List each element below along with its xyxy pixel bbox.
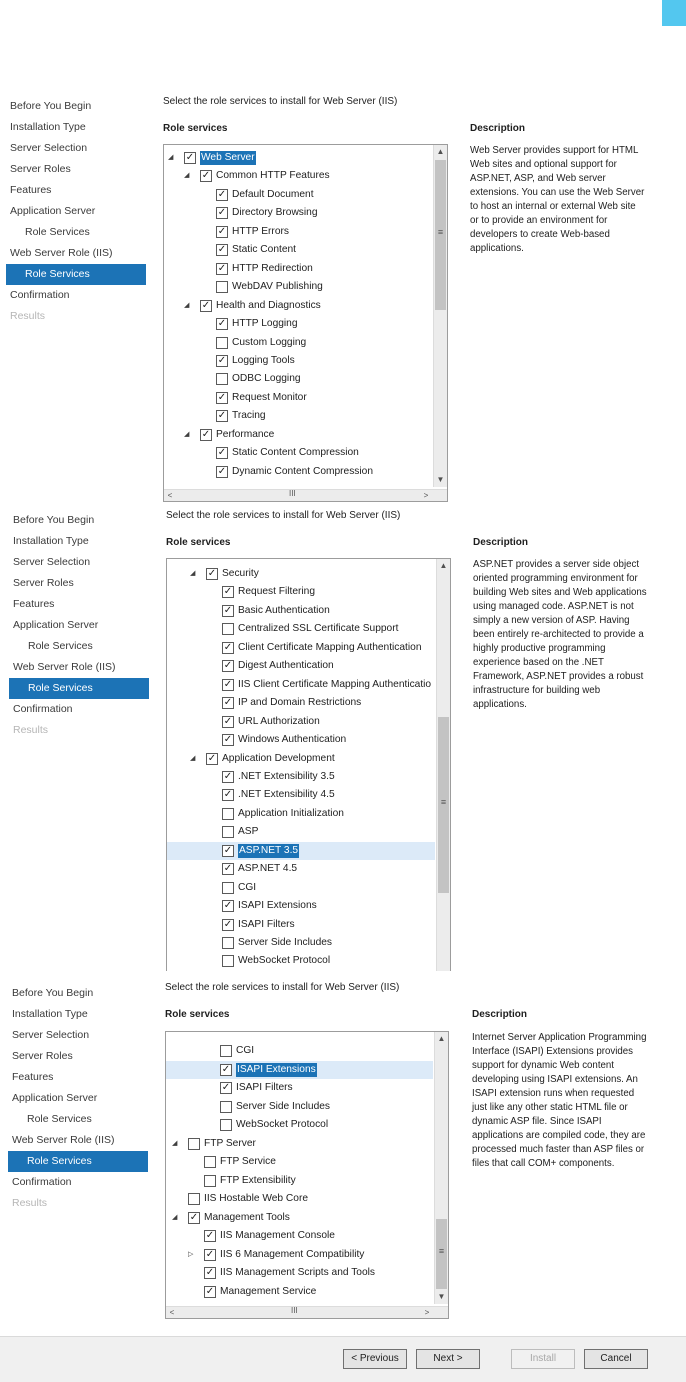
checkbox[interactable]: ✓ <box>223 734 233 746</box>
nav-web-role-services[interactable]: Role Services <box>6 264 146 285</box>
tree-item-label: Basic Authentication <box>238 604 330 616</box>
tree-item-label: IIS Management Scripts and Tools <box>220 1267 375 1278</box>
tree-item[interactable] <box>167 786 435 804</box>
checkbox[interactable]: ✓ <box>217 391 227 403</box>
nav-before-you-begin[interactable]: Before You Begin <box>10 100 92 112</box>
tree-item-label: Application Development <box>222 752 335 764</box>
previous-button[interactable]: < Previous <box>343 1349 407 1369</box>
scroll-grip-icon: ≡ <box>438 1246 445 1256</box>
tree-item[interactable] <box>166 1079 433 1097</box>
checkbox[interactable]: ✓ <box>217 244 227 256</box>
tree-item[interactable] <box>164 370 432 388</box>
tree-item-label: WebSocket Protocol <box>238 955 331 967</box>
checkbox[interactable] <box>204 1156 216 1168</box>
tree-item[interactable] <box>166 1283 433 1301</box>
checkbox[interactable] <box>222 623 234 635</box>
scroll-grip-icon: ≡ <box>440 797 447 807</box>
tree-item-label: Centralized SSL Certificate Support <box>238 623 399 635</box>
tree-item-label: IIS Management Console <box>220 1230 335 1241</box>
tree-item[interactable] <box>167 694 435 712</box>
role-services-tree[interactable] <box>166 558 451 972</box>
checkbox[interactable]: ✓ <box>217 225 227 237</box>
tree-item-label: .NET Extensibility 3.5 <box>238 770 335 782</box>
tree-item-label: .NET Extensibility 4.5 <box>238 789 335 801</box>
tree-item[interactable] <box>164 223 432 241</box>
tree-item[interactable] <box>164 297 432 315</box>
tree-item-label: Logging Tools <box>232 354 295 366</box>
collapse-arrow-icon[interactable]: ◢ <box>190 570 196 577</box>
tree-item[interactable] <box>164 444 432 462</box>
wizard-nav <box>9 510 149 741</box>
checkbox[interactable]: ✓ <box>217 207 227 219</box>
checkbox[interactable]: ✓ <box>207 568 217 579</box>
tree-item[interactable] <box>166 1153 433 1171</box>
checkbox[interactable]: ✓ <box>217 410 227 422</box>
vertical-scrollbar[interactable] <box>434 1032 448 1304</box>
nav-server-selection[interactable]: Server Selection <box>10 142 88 154</box>
instruction-text: Select the role services to install for Web Server (IIS) <box>165 982 400 993</box>
tree-item-label: Common HTTP Features <box>216 170 330 182</box>
checkbox[interactable]: ✓ <box>185 152 195 163</box>
vertical-scrollbar[interactable] <box>433 145 447 487</box>
checkbox[interactable]: ✓ <box>223 586 233 598</box>
description-label: Description <box>472 1009 528 1020</box>
wizard-nav <box>8 983 148 1214</box>
tree-item[interactable] <box>167 768 435 786</box>
scroll-up-button[interactable]: ▲ <box>436 147 445 156</box>
wizard-panel-1 <box>0 0 662 505</box>
tree-item-label: ISAPI Extensions <box>238 900 317 912</box>
tree-item-label: Health and Diagnostics <box>216 299 321 311</box>
checkbox[interactable]: ✓ <box>207 752 217 764</box>
tree-item[interactable] <box>167 842 435 860</box>
tree-item[interactable] <box>164 407 432 425</box>
tree-item-label: Performance <box>216 428 275 440</box>
tree-item[interactable] <box>166 1227 433 1245</box>
nav-installation-type[interactable]: Installation Type <box>13 535 89 547</box>
checkbox[interactable] <box>188 1193 200 1205</box>
checkbox[interactable] <box>220 1119 232 1131</box>
nav-application-server[interactable]: Application Server <box>13 619 99 631</box>
checkbox[interactable]: ✓ <box>217 354 227 366</box>
instruction-text: Select the role services to install for Web Server (IIS) <box>163 96 398 107</box>
collapse-arrow-icon[interactable]: ◢ <box>168 154 174 161</box>
tree-item-label: Custom Logging <box>232 336 307 348</box>
tree-item-label: Request Filtering <box>238 586 316 598</box>
description-label: Description <box>470 123 526 134</box>
checkbox[interactable]: ✓ <box>223 900 233 912</box>
checkbox[interactable]: ✓ <box>223 789 233 801</box>
tree-item[interactable] <box>167 565 435 583</box>
checkbox[interactable]: ✓ <box>201 170 211 182</box>
tree-item-label: Tracing <box>232 410 266 422</box>
tree-item-label: ODBC Logging <box>232 373 301 385</box>
tree-item[interactable] <box>167 916 435 934</box>
collapse-arrow-icon[interactable]: ◢ <box>184 301 190 309</box>
checkbox[interactable] <box>216 373 228 385</box>
tree-item[interactable] <box>164 241 432 259</box>
checkbox[interactable]: ✓ <box>205 1248 215 1260</box>
checkbox[interactable] <box>222 955 234 967</box>
tree-item-label: ASP.NET 4.5 <box>238 863 298 875</box>
tree-item-label: Digest Authentication <box>238 660 334 672</box>
nav-features[interactable]: Features <box>10 184 52 196</box>
tree-item[interactable] <box>164 204 432 222</box>
tree-item-label: FTP Extensibility <box>220 1174 296 1186</box>
checkbox[interactable] <box>216 337 228 349</box>
checkbox[interactable] <box>222 808 234 820</box>
tree-item[interactable] <box>167 583 435 601</box>
vertical-scrollbar[interactable] <box>436 559 450 972</box>
instruction-text: Select the role services to install for Web Server (IIS) <box>166 510 401 521</box>
nav-confirmation[interactable]: Confirmation <box>12 1176 72 1188</box>
scroll-up-button[interactable]: ▲ <box>439 561 448 570</box>
scroll-down-button[interactable]: ▼ <box>437 1292 446 1301</box>
wizard-footer <box>0 1336 686 1382</box>
collapse-arrow-icon[interactable]: ◢ <box>184 430 190 438</box>
nav-application-server[interactable]: Application Server <box>10 205 96 217</box>
tree-item[interactable] <box>166 1264 433 1282</box>
tree-item-label: Web Server <box>201 152 255 163</box>
nav-server-selection[interactable]: Server Selection <box>12 1029 90 1041</box>
tree-item[interactable] <box>167 731 435 749</box>
tree-item[interactable] <box>166 1209 433 1227</box>
checkbox[interactable]: ✓ <box>223 918 233 930</box>
scroll-down-button[interactable]: ▼ <box>436 475 445 484</box>
nav-server-roles[interactable]: Server Roles <box>12 1050 73 1062</box>
tree-item[interactable] <box>166 1061 433 1079</box>
tree-item[interactable] <box>164 426 432 444</box>
tree-item-label: Server Side Includes <box>238 937 333 948</box>
tree-item[interactable] <box>164 389 432 407</box>
tree-item[interactable] <box>164 334 432 352</box>
tree-item-label: FTP Service <box>220 1156 276 1167</box>
role-services-tree[interactable] <box>163 144 448 502</box>
checkbox[interactable]: ✓ <box>221 1063 231 1075</box>
checkbox[interactable] <box>222 826 234 838</box>
tree-item[interactable] <box>167 879 435 897</box>
checkbox[interactable]: ✓ <box>205 1267 215 1278</box>
nav-confirmation[interactable]: Confirmation <box>13 703 73 715</box>
tree-item[interactable] <box>167 860 435 878</box>
cancel-button[interactable]: Cancel <box>584 1349 648 1369</box>
checkbox[interactable]: ✓ <box>223 697 233 709</box>
nav-server-roles[interactable]: Server Roles <box>10 163 71 175</box>
tree-item-label: Static Content Compression <box>232 447 359 459</box>
tree-item-label: Management Tools <box>204 1211 290 1223</box>
checkbox[interactable]: ✓ <box>205 1230 215 1241</box>
wizard-panel-3 <box>0 971 662 1335</box>
collapse-arrow-icon[interactable]: ◢ <box>172 1139 178 1147</box>
checkbox[interactable] <box>216 281 228 293</box>
wizard-nav <box>6 96 146 327</box>
nav-features[interactable]: Features <box>12 1071 54 1083</box>
nav-before-you-begin[interactable]: Before You Begin <box>13 514 95 526</box>
checkbox[interactable]: ✓ <box>189 1211 199 1223</box>
checkbox[interactable]: ✓ <box>223 844 233 856</box>
tree-item[interactable] <box>164 463 432 481</box>
checkbox[interactable] <box>204 1175 216 1187</box>
scroll-left-button[interactable]: < <box>169 1308 175 1317</box>
checkbox[interactable] <box>188 1138 200 1150</box>
role-services-label: Role services <box>163 123 228 134</box>
scroll-right-button[interactable]: > <box>424 1308 430 1317</box>
tree-item[interactable] <box>164 352 432 370</box>
checkbox[interactable]: ✓ <box>223 770 233 782</box>
tree-item-label: HTTP Logging <box>232 318 298 330</box>
description-text: Internet Server Application Programming Interface (ISAPI) Extensions provides support for dynamic Web content developing using ISAPI extensions. An ISAPI extension runs when requested just like any other static HTML file or dynamic ASP file. Since ISAPI applications are compiled code, they are processed much faster than ASP files or files that call COM+ components. <box>472 1032 647 1169</box>
expand-arrow-icon[interactable]: ▷ <box>188 1250 194 1258</box>
checkbox[interactable] <box>222 937 234 949</box>
checkbox[interactable]: ✓ <box>217 465 227 477</box>
scroll-grip-h-icon: III <box>289 489 296 498</box>
checkbox[interactable]: ✓ <box>223 863 233 875</box>
tree-item-label: HTTP Redirection <box>232 262 313 274</box>
tree-item-label: IIS Hostable Web Core <box>204 1193 308 1204</box>
checkbox[interactable]: ✓ <box>223 604 233 616</box>
tree-item-label: IIS 6 Management Compatibility <box>220 1248 365 1260</box>
tree-item-label: IIS Client Certificate Mapping Authenticatio <box>238 678 432 690</box>
tree-item[interactable] <box>164 315 432 333</box>
tree-item[interactable] <box>164 167 432 185</box>
role-services-tree[interactable] <box>165 1031 449 1319</box>
checkbox[interactable]: ✓ <box>205 1285 215 1297</box>
tree-item-label: CGI <box>238 881 257 893</box>
nav-web-role-services[interactable]: Role Services <box>9 678 149 699</box>
tree-item[interactable] <box>167 602 435 620</box>
scroll-grip-h-icon: III <box>291 1306 298 1315</box>
checkbox[interactable] <box>222 882 234 894</box>
collapse-arrow-icon[interactable]: ◢ <box>172 1213 178 1221</box>
tree-item-label: Application Initialization <box>238 807 344 819</box>
tree-item[interactable] <box>167 676 435 694</box>
tree-item[interactable] <box>166 1190 433 1208</box>
checkbox[interactable]: ✓ <box>217 188 227 200</box>
install-button[interactable]: Install <box>511 1349 575 1369</box>
nav-results: Results <box>13 724 49 736</box>
tree-item-label: FTP Server <box>204 1137 256 1149</box>
tree-item[interactable] <box>167 805 435 823</box>
tree-item-label: IP and Domain Restrictions <box>238 697 362 709</box>
checkbox[interactable]: ✓ <box>201 299 211 311</box>
nav-before-you-begin[interactable]: Before You Begin <box>12 987 94 999</box>
tree-item[interactable] <box>166 1246 433 1264</box>
tree-item-label: ASP <box>238 826 259 838</box>
tree-item[interactable] <box>167 639 435 657</box>
tree-item[interactable] <box>167 952 435 970</box>
checkbox[interactable]: ✓ <box>217 318 227 330</box>
tree-item-label: WebDAV Publishing <box>232 281 323 293</box>
scroll-right-button[interactable]: > <box>423 491 429 500</box>
tree-item[interactable] <box>167 713 435 731</box>
tree-item[interactable] <box>166 1116 433 1134</box>
tree-item[interactable] <box>166 1172 433 1190</box>
role-services-label: Role services <box>165 1009 230 1020</box>
nav-app-role-services[interactable]: Role Services <box>28 640 93 652</box>
collapse-arrow-icon[interactable]: ◢ <box>184 172 190 180</box>
nav-installation-type[interactable]: Installation Type <box>10 121 86 133</box>
checkbox[interactable]: ✓ <box>217 262 227 274</box>
tree-item-label: ISAPI Filters <box>238 918 295 930</box>
nav-results: Results <box>10 310 46 322</box>
nav-installation-type[interactable]: Installation Type <box>12 1008 88 1020</box>
checkbox[interactable]: ✓ <box>223 641 233 653</box>
nav-features[interactable]: Features <box>13 598 55 610</box>
wizard-panel-2 <box>0 506 662 970</box>
tree-item[interactable] <box>167 897 435 915</box>
tree-item-label: WebSocket Protocol <box>236 1119 329 1130</box>
checkbox[interactable]: ✓ <box>201 428 211 440</box>
nav-results: Results <box>12 1197 48 1209</box>
tree-item[interactable] <box>167 934 435 952</box>
tree-item-label: ASP.NET 3.5 <box>239 844 299 856</box>
nav-web-server-role[interactable]: Web Server Role (IIS) <box>12 1134 115 1146</box>
checkbox[interactable]: ✓ <box>223 678 233 690</box>
nav-server-selection[interactable]: Server Selection <box>13 556 91 568</box>
tree-item[interactable] <box>164 149 432 167</box>
nav-web-role-services[interactable]: Role Services <box>8 1151 148 1172</box>
checkbox[interactable]: ✓ <box>217 447 227 459</box>
scroll-up-button[interactable]: ▲ <box>437 1034 446 1043</box>
checkbox[interactable]: ✓ <box>223 715 233 727</box>
horizontal-scrollbar[interactable] <box>166 1306 448 1318</box>
nav-application-server[interactable]: Application Server <box>12 1092 98 1104</box>
checkbox[interactable]: ✓ <box>221 1082 231 1093</box>
tree-item[interactable] <box>166 1135 433 1153</box>
tree-item[interactable] <box>164 186 432 204</box>
tree-item-label: Directory Browsing <box>232 207 318 219</box>
tree-item[interactable] <box>166 1042 433 1060</box>
tree-item-label: ISAPI Filters <box>236 1082 293 1093</box>
tree-item[interactable] <box>164 278 432 296</box>
tree-item[interactable] <box>164 260 432 278</box>
tree-item-label: HTTP Errors <box>232 225 289 237</box>
tree-item-label: CGI <box>236 1045 255 1056</box>
tree-item-label: Management Service <box>220 1285 317 1297</box>
tree-item-label: Request Monitor <box>232 391 307 403</box>
description-text: ASP.NET provides a server side object oriented programming environment for building Web sites and Web applications using managed code. ASP.NET is not simply a new version of ASP. Having been entirely re-architected to provide a highly productive programming experience based on the .NET Framework, ASP.NET provides a robust infrastructure for building web applications. <box>473 559 647 710</box>
nav-app-role-services[interactable]: Role Services <box>25 226 90 238</box>
next-button[interactable]: Next > <box>416 1349 480 1369</box>
role-services-label: Role services <box>166 537 231 548</box>
tree-item-label: Default Document <box>232 188 314 200</box>
tree-item[interactable] <box>166 1098 433 1116</box>
nav-confirmation[interactable]: Confirmation <box>10 289 70 301</box>
tree-item-label: Server Side Includes <box>236 1100 331 1112</box>
description-text: Web Server provides support for HTML Web sites and optional support for ASP.NET, ASP, and Web server extensions. You can use the Web Server to host an internal or external Web site or to provide an environment for developers to create Web-based applications. <box>470 145 645 254</box>
tree-item[interactable] <box>167 620 435 638</box>
tree-item[interactable] <box>167 657 435 675</box>
tree-item-label: Static Content <box>232 244 296 256</box>
tree-item[interactable] <box>167 750 435 768</box>
checkbox[interactable] <box>220 1101 232 1113</box>
nav-app-role-services[interactable]: Role Services <box>27 1113 92 1125</box>
tree-item-label: Windows Authentication <box>238 734 347 746</box>
tree-item[interactable] <box>167 823 435 841</box>
checkbox[interactable] <box>220 1045 232 1057</box>
description-label: Description <box>473 537 529 548</box>
nav-web-server-role[interactable]: Web Server Role (IIS) <box>10 247 113 259</box>
scroll-left-button[interactable]: < <box>167 491 173 500</box>
tree-item-label: Dynamic Content Compression <box>232 465 373 477</box>
nav-server-roles[interactable]: Server Roles <box>13 577 74 589</box>
tree-item-label: URL Authorization <box>238 715 320 727</box>
scroll-grip-icon: ≡ <box>437 227 444 237</box>
tree-item-label: ISAPI Extensions <box>237 1063 316 1075</box>
nav-web-server-role[interactable]: Web Server Role (IIS) <box>13 661 116 673</box>
collapse-arrow-icon[interactable]: ◢ <box>190 754 196 762</box>
checkbox[interactable]: ✓ <box>223 660 233 672</box>
tree-item-label: Client Certificate Mapping Authentication <box>238 641 422 653</box>
tree-item-label: Security <box>222 568 259 579</box>
horizontal-scrollbar[interactable] <box>164 489 447 501</box>
